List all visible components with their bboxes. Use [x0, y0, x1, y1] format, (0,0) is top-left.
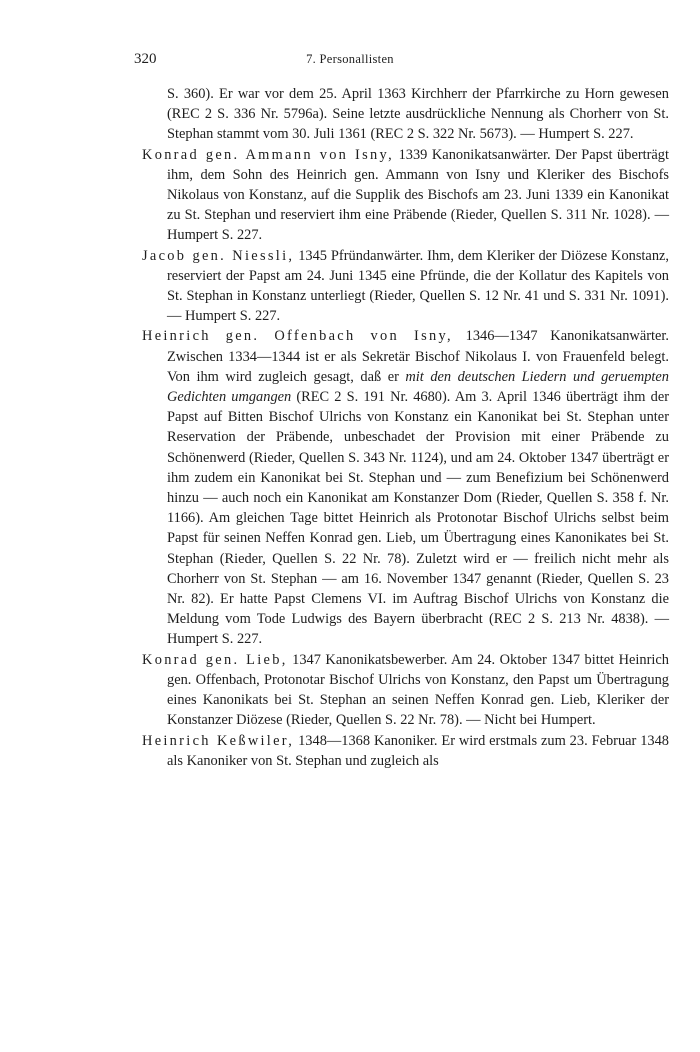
entry-text: 1348—1368 Kanoniker. Er wird erstmals zum 23. Februar 1348 als Kanoniker von St. Stephan und zugleich als: [167, 732, 669, 769]
entry-name: Konrad gen. Ammann von Isny,: [142, 146, 394, 163]
entry-konrad-lieb: [142, 650, 669, 731]
entry-text-after: (REC 2 S. 191 Nr. 4680). Am 3. April 1346 überträgt ihm der Papst auf Bitten Bischof Ulrichs von Konstanz ein Kanonikat bei St. Stephan unter Reservation der Präbende, unbeschadet der Provision mit einer Präbende zu Schönenwerd (Rieder, Quellen S. 343 Nr. 1124), und am 24. Oktober 1347 überträgt er ihm zudem ein Kanonikat bei St. Stephan und — zum Benefizium bei Schönenwerd hinzu — auch noch ein Kanonikat am Konstanzer Dom (Rieder, Quellen S. 358 f. Nr. 1166). Am gleichen Tage bittet Heinrich als Protonotar Bischof Ulrichs selbst beim Papst für seinen Neffen Konrad gen. Lieb, um Übertragung eines Kanonikates bei St. Stephan (Rieder, Quellen S. 22 Nr. 78). Zuletzt wird er — freilich nicht mehr als Chorherr von St. Stephan — am 16. November 1347 genannt (Rieder, Quellen S. 23 Nr. 82). Er hatte Papst Clemens VI. im Auftrag Bischof Ulrichs von Konstanz die Meldung vom Tode Ludwigs des Bayern überbracht (REC 2 S. 213 Nr. 4838). — Humpert S. 227.: [167, 389, 669, 648]
entry-name: Heinrich gen. Offenbach von Isny,: [142, 328, 453, 345]
entry-text: 1346—1347 Kanonikatsanwärter. Zwischen 1334—1344 ist er als Sekretär Bischof Nikolaus I. von Frauenfeld belegt. Von ihm wird zugleich gesagt, daß er: [167, 328, 669, 385]
entry-name: Konrad gen. Lieb,: [142, 651, 288, 668]
page-header: [0, 51, 700, 71]
page-body: [142, 84, 669, 771]
entry-heinrich-offenbach: [142, 326, 669, 649]
entry-text: 1345 Pfründanwärter. Ihm, dem Kleriker der Diözese Konstanz, reserviert der Papst am 24. Juni 1345 eine Pfründe, die der Kollatur des Kapitels von St. Stephan in Konstanz unterliegt (Rieder, Quellen S. 12 Nr. 41 und S. 331 Nr. 1091). — Humpert S. 227.: [167, 247, 669, 325]
continuation-paragraph: S. 360). Er war vor dem 25. April 1363 Kirchherr der Pfarrkirche zu Horn gewesen (REC 2 S. 336 Nr. 5796a). Seine letzte ausdrückliche Nennung als Chorherr von St. Stephan stammt vom 30. Juli 1361 (REC 2 S. 322 Nr. 5673). — Humpert S. 227.: [167, 86, 669, 143]
entry-name: Jacob gen. Niessli,: [142, 247, 295, 264]
entry-text: 1347 Kanonikatsbewerber. Am 24. Oktober 1347 bittet Heinrich gen. Offenbach, Protonotar Bischof Ulrichs von Konstanz, den Papst um Übertragung eines Kanonikats bei St. Stephan an seinen Neffen Konrad gen. Lieb, Kleriker der Konstanzer Diözese (Rieder, Quellen S. 22 Nr. 78). — Nicht bei Humpert.: [167, 651, 669, 729]
entry-konrad-ammann: [142, 145, 669, 246]
entry-text: 1339 Kanonikatsanwärter. Der Papst überträgt ihm, dem Sohn des Heinrich gen. Ammann von Isny und Kleriker des Bischofs Nikolaus von Konstanz, auf die Supplik des Bischofs am 23. Juni 1339 ein Kanonikat zu St. Stephan und reserviert ihm eine Präbende (Rieder, Quellen S. 311 Nr. 1028). — Humpert S. 227.: [167, 146, 669, 244]
running-head: 7. Personallisten: [306, 52, 394, 66]
entry-quote: mit den deutschen Liedern und geruempten Gedichten umgangen: [167, 368, 669, 406]
entry-name: Heinrich Keßwiler,: [142, 732, 295, 749]
entry-jacob-niessli: [142, 246, 669, 327]
page-number: 320: [134, 51, 157, 67]
entry-heinrich-kesswiler: [142, 731, 669, 771]
